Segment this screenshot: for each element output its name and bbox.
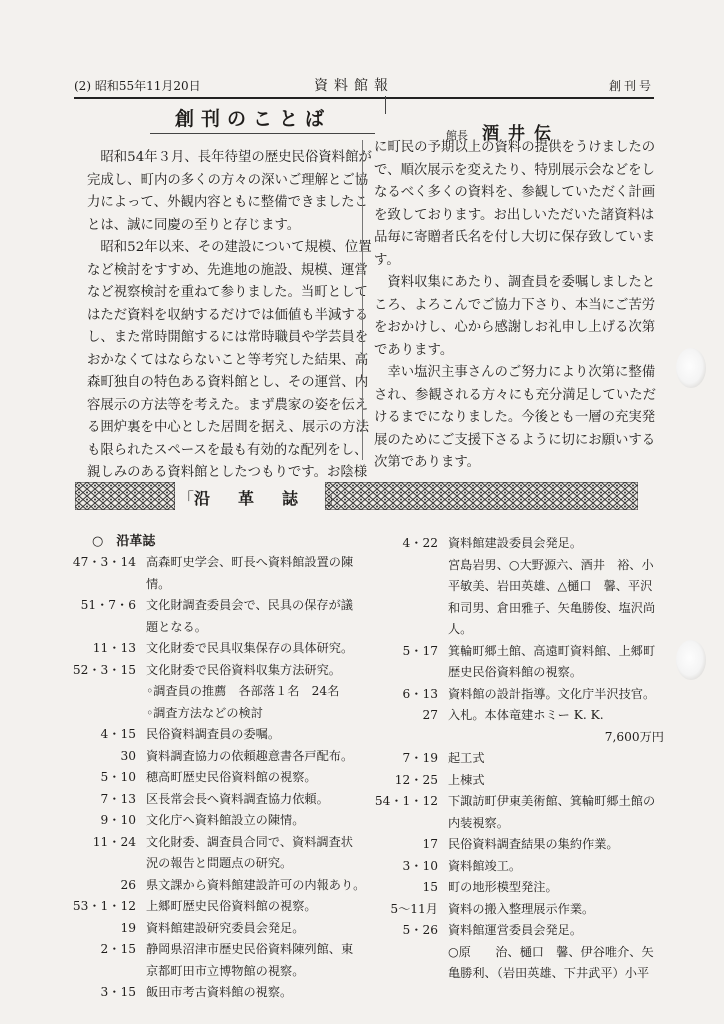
history-entry (364, 662, 664, 684)
punch-hole-bottom (676, 640, 706, 680)
entry-text: 資料館竣工。 (448, 858, 522, 873)
entry-text: 穂高町歴史民俗資料館の視察。 (146, 770, 317, 784)
title-underline (150, 133, 375, 134)
body-line: に町民の予期以上の資料の提供をうけましたの (374, 140, 656, 155)
author-name: 酒井伝 (482, 124, 560, 144)
entry-text: 資料館の設計指導。文化庁半沢技官。 (448, 686, 656, 701)
body-line: 品毎に寄贈者氏名を付し大切に保存致していま (374, 230, 656, 245)
greeting-left-column (87, 147, 372, 485)
entry-date: 12・25 (394, 772, 438, 787)
body-line: で、順次展示を変えたり、特別展示会などをし (374, 162, 655, 178)
entry-text: 上棟式 (448, 772, 485, 787)
body-line: なるべく多くの資料を、参観していただく計画 (374, 185, 656, 200)
history-entry (62, 552, 362, 574)
body-line: し、また常時開館するには常時職員や学芸員を (87, 330, 369, 345)
issue-date: (2) 昭和55年11月20日 (74, 79, 201, 93)
entry-text: 民俗資料調査員の委嘱。 (146, 727, 281, 741)
history-entry (62, 595, 362, 617)
body-line: 展のためにご支援下さるように切にお願いする (374, 432, 656, 448)
body-line: はただ資料を収納するだけでは価値も半減する (87, 307, 369, 323)
history-entry (62, 724, 362, 746)
column-divider (362, 140, 363, 460)
edition-label: 創刊号 (608, 79, 654, 93)
entry-text: 上郷町歴史民俗資料館の視察。 (146, 899, 317, 913)
entry-date: 17 (422, 837, 438, 851)
entry-text: ◦調査員の推薦 各部落１名 24名 (146, 684, 340, 698)
entry-date: 11・13 (92, 641, 136, 655)
history-entry (62, 982, 362, 1004)
greeting-title: 創刊のことば (175, 108, 332, 130)
body-line: 資料収集にあたり、調査員を委嘱しましたと (374, 275, 656, 290)
entry-date: 3・10 (402, 858, 438, 873)
history-entry (364, 770, 664, 792)
history-entry (364, 641, 664, 663)
entry-text: 静岡県沼津市歴史民俗資料陳列館、東 (146, 942, 354, 956)
history-entry (62, 918, 362, 940)
body-line: 昭和52年以来、その建設について規模、位置 (87, 240, 372, 255)
history-entry (364, 899, 664, 921)
entry-text: 文化庁へ資料館設立の陳情。 (146, 813, 305, 827)
entry-text: 題となる。 (146, 619, 207, 634)
history-entry (62, 617, 362, 639)
entry-date: 2・15 (100, 942, 136, 956)
entry-date: 47・3・14 (72, 555, 136, 569)
body-line: 力によって、外観内容ともに整備できましたこ (87, 195, 368, 210)
entry-text: 文化財委、調査員合同で、資料調査状 (146, 834, 353, 849)
entry-date: 9・10 (100, 813, 136, 827)
history-entry (364, 727, 664, 749)
entry-text: 文化財委で民俗資料収集方法研究。 (146, 662, 341, 677)
history-entry (62, 875, 366, 897)
entry-text: 資料調査協力の依頼趣意書各戸配布。 (146, 748, 354, 763)
entry-text: 内装視察。 (448, 815, 509, 830)
entry-text: 入札。本体竜建ホミー K. K. (448, 708, 604, 722)
body-line: であります。 (374, 342, 454, 358)
body-line: され、参観される方々にも充分満足していただ (374, 387, 657, 403)
entry-date: 30 (120, 748, 136, 763)
entry-text: 区長常会長へ資料調査協力依頼。 (146, 791, 329, 806)
entry-date: 15 (422, 880, 438, 894)
entry-date: 54・1・12 (374, 794, 438, 808)
entry-text: 高森町史学会、町長へ資料館設置の陳 (146, 555, 354, 569)
entry-date: 51・7・6 (80, 598, 136, 612)
entry-date: 5・26 (402, 923, 438, 937)
entry-text: 文化財委で民具収集保存の具体研究。 (146, 641, 354, 655)
entry-text: 平敏美、岩田英雄、△樋口 馨、平沢 (448, 579, 653, 593)
history-entry (62, 638, 362, 660)
body-line: 森町独自の特色ある資料館とし、その運営、内 (87, 375, 369, 390)
entry-text: 資料館建設委員会発足。 (448, 536, 583, 550)
entry-text: 民俗資料調査結果の集約作業。 (448, 837, 619, 851)
history-right-column (364, 533, 664, 985)
history-entry (364, 555, 664, 577)
history-entry (364, 705, 664, 727)
entry-date: 52・3・15 (72, 662, 136, 677)
entry-date: 5・17 (402, 643, 438, 658)
band-title-text: 沿革誌 (194, 489, 327, 508)
entry-text: 箕輪町郷土館、高遠町資料館、上郷町 (448, 643, 656, 658)
body-line: けるまでになりました。今後とも一層の充実発 (374, 410, 656, 425)
entry-date: 4・15 (100, 727, 136, 741)
entry-text: 宮島岩男、○大野源六、酒井 裕、小 (448, 557, 654, 572)
contract-amount: 7,600万円 (604, 729, 664, 744)
body-line: 昭和54年３月、長年待望の歴史民俗資料館が (87, 150, 372, 165)
entry-text: 町の地形模型発注。 (448, 880, 558, 894)
body-line: す。 (374, 252, 400, 268)
ornament-band-right (325, 482, 638, 510)
history-band-title: 「沿革誌」 (178, 489, 343, 508)
entry-text: 県文課から資料館建設許可の内報あり。 (146, 877, 366, 892)
entry-date: 53・1・12 (72, 899, 136, 913)
history-entry (62, 574, 362, 596)
page-header (74, 75, 654, 99)
history-entry (62, 832, 362, 854)
entry-text: 況の報告と問題点の研究。 (146, 856, 293, 870)
history-entry (364, 856, 664, 878)
header-divider (385, 96, 386, 114)
newsletter-name: 資料館報 (314, 78, 394, 94)
entry-text: 飯田市考古資料館の視察。 (146, 985, 293, 999)
history-entry (62, 681, 362, 703)
entry-date: 5〜11月 (390, 901, 438, 916)
body-line: 次第であります。 (374, 455, 481, 470)
body-line: も限られたスペースを最も有効的な配列をし、 (87, 442, 368, 458)
history-entry (62, 896, 362, 918)
history-entry (62, 789, 362, 811)
history-entry (62, 746, 362, 768)
entry-date: 6・13 (402, 686, 438, 701)
entry-text: 人。 (448, 622, 473, 636)
author-role: 館長 (446, 129, 468, 142)
entry-text: 資料館運営委員会発足。 (448, 923, 583, 937)
body-line: 完成し、町内の多くの方々の深いご理解とご協 (87, 172, 369, 188)
punch-hole-top (676, 348, 706, 388)
entry-date: 4・22 (402, 536, 438, 550)
history-entry (62, 810, 362, 832)
entry-date: 11・24 (92, 834, 136, 849)
entry-text: 亀勝利、（岩田英雄、下井武平）小平 (448, 966, 650, 980)
history-entry (364, 877, 664, 899)
history-entry (364, 748, 664, 770)
history-entry (62, 767, 362, 789)
body-line: など検討をすすめ、先進地の施設、規模、運営 (87, 262, 368, 278)
body-line: など視察検討を重ねて参りました。当町として (87, 285, 368, 300)
body-line: 容展示の方法等を考えた。まず農家の姿を伝え (87, 397, 369, 413)
history-entry (364, 813, 664, 835)
entry-date: 26 (120, 877, 136, 892)
entry-text: 和司男、倉田雅子、矢亀勝俊、塩沢尚 (448, 600, 656, 615)
body-line: を致しております。お出しいただいた諸資料は (374, 207, 655, 223)
history-heading: ○ 沿革誌 (92, 534, 156, 549)
body-line: ころ、よろこんでご協力下さり、本当にご苦労 (374, 297, 656, 313)
history-entry (364, 576, 664, 598)
history-entry (364, 533, 664, 555)
body-line: 親しみのある資料館としたつもりです。お陰様 (87, 465, 368, 480)
entry-text: 資料の搬入整理展示作業。 (448, 901, 595, 916)
entry-text: 文化財調査委員会で、民具の保存が議 (146, 598, 353, 612)
history-entry (62, 853, 362, 875)
history-entry (364, 598, 664, 620)
entry-text: ○原 治、樋口 馨、伊谷唯介、矢 (448, 944, 654, 959)
entry-text: 下諏訪町伊東美術館、箕輪町郷土館の (448, 794, 656, 808)
history-entry (364, 920, 664, 942)
history-entry (62, 961, 362, 983)
history-entry (364, 684, 664, 706)
body-line: おかなくてはならないこと等考究した結果、高 (87, 352, 369, 368)
history-entry (364, 791, 664, 813)
greeting-right-column (374, 137, 656, 475)
history-entry (364, 834, 664, 856)
entry-text: 情。 (146, 576, 171, 591)
body-line: とは、誠に同慶の至りと存じます。 (87, 217, 301, 233)
entry-date: 19 (120, 920, 136, 935)
body-line: をおかけし、心から感謝しお礼申し上げる次第 (374, 320, 656, 335)
history-entry (62, 939, 362, 961)
ornament-band-left (75, 482, 175, 510)
history-entry (364, 619, 664, 641)
history-entry (62, 660, 362, 682)
body-line: 幸い塩沢主事さんのご努力により次第に整備 (374, 365, 656, 380)
entry-text: 京都町田市立博物館の視察。 (146, 963, 305, 978)
entry-text: 資料館建設研究委員会発足。 (146, 920, 305, 935)
entry-date: 3・15 (100, 985, 136, 999)
entry-date: 7・13 (100, 791, 136, 806)
entry-text: 起工式 (448, 751, 485, 765)
body-line: る囲炉裏を中心とした居間を据え、展示の方法 (87, 420, 370, 435)
entry-date: 27 (422, 708, 438, 722)
entry-date: 5・10 (100, 770, 136, 784)
history-entry (62, 703, 362, 725)
entry-text: 歴史民俗資料館の視察。 (448, 665, 583, 679)
entry-text: ◦調査方法などの検討 (146, 705, 263, 720)
history-entry (364, 963, 664, 985)
history-left-column (62, 552, 366, 1004)
entry-date: 7・19 (402, 751, 438, 765)
history-entry (364, 942, 664, 964)
